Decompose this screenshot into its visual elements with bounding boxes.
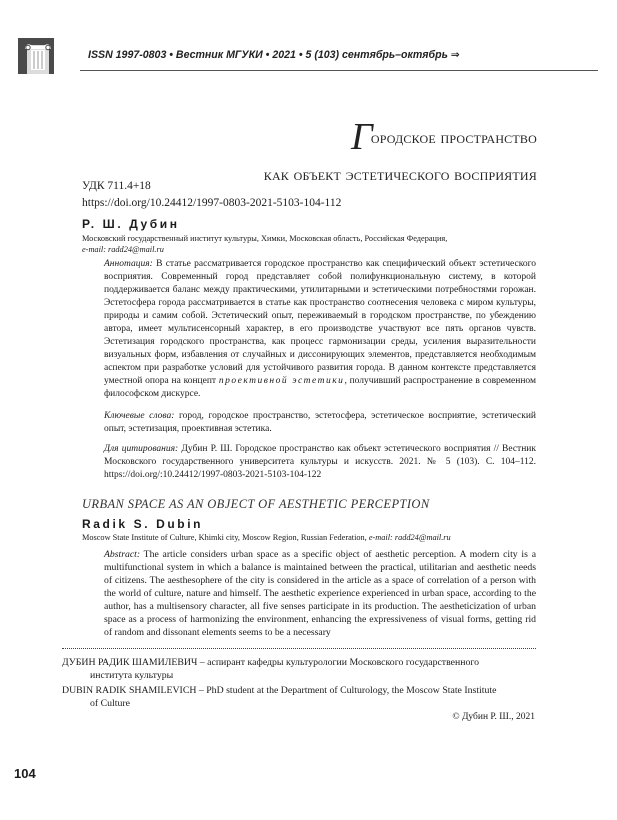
abstract-text-ru: В статье рассматривается городское пространство как специфический объект эстетического восприятия. Современный город представляет собой полифункциональную систему, в которой поддерживается баланс между практическими, утилитарными и эстетическими потребностями горожан. Эстетосфера города рассматривается в статье как пространство соотнесения человека с миром культуры, природы и самим собой. Эстетический опыт, переживаемый в городском пространстве, по убеждению автора, имеет мультисенсорный характер, в его производстве участвуют все пять органов чувств. Эстетизация городского пространства, как процесс гармонизации среды, усиления выразительности визуальных форм, избавления от случайных и диссонирующих элементов, представляется необходимым аспектом при разработке условий для устойчивого развития города. В данном контексте представляется уместной опора на концепт: [104, 259, 536, 386]
article-meta: [82, 178, 341, 212]
author-email-en[interactable]: e-mail: radd24@mail.ru: [368, 533, 451, 542]
author-affiliation-en: [82, 533, 451, 542]
article-title-en: URBAN SPACE AS AN OBJECT OF AESTHETIC PERCEPTION: [82, 497, 430, 511]
abstract-label-en: Abstract:: [104, 549, 141, 560]
footnote-author-ru: [62, 656, 536, 682]
running-header: [18, 38, 598, 74]
abstract-ru: [104, 258, 536, 401]
citation-label-ru: Для цитирования:: [104, 444, 179, 454]
page-number: 104: [14, 766, 36, 781]
udc-code: УДК 711.4+18: [82, 180, 151, 192]
abstract-emphasis-ru: проективной эстетики: [218, 376, 345, 386]
keywords-label-ru: Ключевые слова:: [104, 411, 175, 421]
footnote-ru-line-1: ДУБИН РАДИК ШАМИЛЕВИЧ – аспирант кафедры культурологии Московского государственного: [62, 657, 480, 668]
footnote-en-line-1: DUBIN RADIK SHAMILEVICH – PhD student at the Department of Culturology, the Moscow State Institute: [62, 685, 497, 696]
affiliation-text-en: Moscow State Institute of Culture, Khimki city, Moscow Region, Russian Federation,: [82, 533, 369, 542]
doi-link[interactable]: https://doi.org/10.24412/1997-0803-2021-5103-104-112: [82, 197, 342, 209]
footnote-ru-line-2: института культуры: [90, 670, 174, 681]
journal-header-text: ISSN 1997-0803 • Вестник МГУКИ • 2021 • 5 (103) сентябрь–октябрь ⇒: [88, 49, 460, 61]
author-name-ru: Р. Ш. Дубин: [82, 217, 180, 231]
abstract-label-ru: Аннотация:: [104, 259, 153, 269]
copyright-notice: © Дубин Р. Ш., 2021: [452, 712, 535, 722]
author-email-ru[interactable]: e-mail: radd24@mail.ru: [82, 245, 164, 254]
footnote-separator: [62, 648, 536, 649]
footnote-author-en: [62, 684, 536, 710]
title-line-1-rest: ородское пространство: [370, 127, 537, 147]
keywords-text-ru: город, городское пространство, эстетосфера, эстетическое восприятие, эстетический опыт, эстетизация, проективная эстетика.: [104, 411, 536, 434]
title-initial-letter: Г: [351, 116, 373, 158]
abstract-en: [104, 548, 536, 639]
citation-text-ru: Дубин Р. Ш. Городское пространство как объект эстетического восприятия // Вестник Московского государственного университета культуры и искусств. 2021. № 5 (103). С. 104–112. https://doi.org/:10.24412/1997-0803-2021-5103-104-122: [104, 444, 536, 480]
article-title: [264, 118, 537, 185]
abstract-text-ru-end: , получивший распространение в современном философском дискурсе.: [104, 376, 536, 399]
citation-ru: [104, 443, 536, 482]
footnote-en-line-2: of Culture: [90, 698, 130, 709]
title-line-2: как объект эстетического восприятия: [263, 164, 537, 184]
author-affiliation-ru: [82, 233, 542, 255]
abstract-text-en: The article considers urban space as a specific object of aesthetic perception. A modern city is a multifunctional system in which a balance is maintained between the practical, utilitarian and aesthetic needs of citizens. The aesthesophere of the city is considered in the article as a space of correlation of a person with the world of culture, nature and himself. The aesthetic experience experienced in urban space, according to the author, has a multisensory character, all five senses participate in its production. The aestheticization of urban space as a process of harmonizing the environment, enhancing the expressiveness of visual forms, getting rid of random and dissonant elements seems to be a necessary: [104, 549, 536, 638]
title-line-1: [264, 118, 537, 156]
author-name-en: Radik S. Dubin: [82, 517, 204, 531]
affiliation-text-ru: Московский государственный институт культуры, Химки, Московская область, Российская Федерация,: [82, 234, 448, 243]
header-rule: [80, 70, 598, 71]
keywords-ru: [104, 410, 536, 436]
column-logo-icon: [18, 38, 54, 74]
